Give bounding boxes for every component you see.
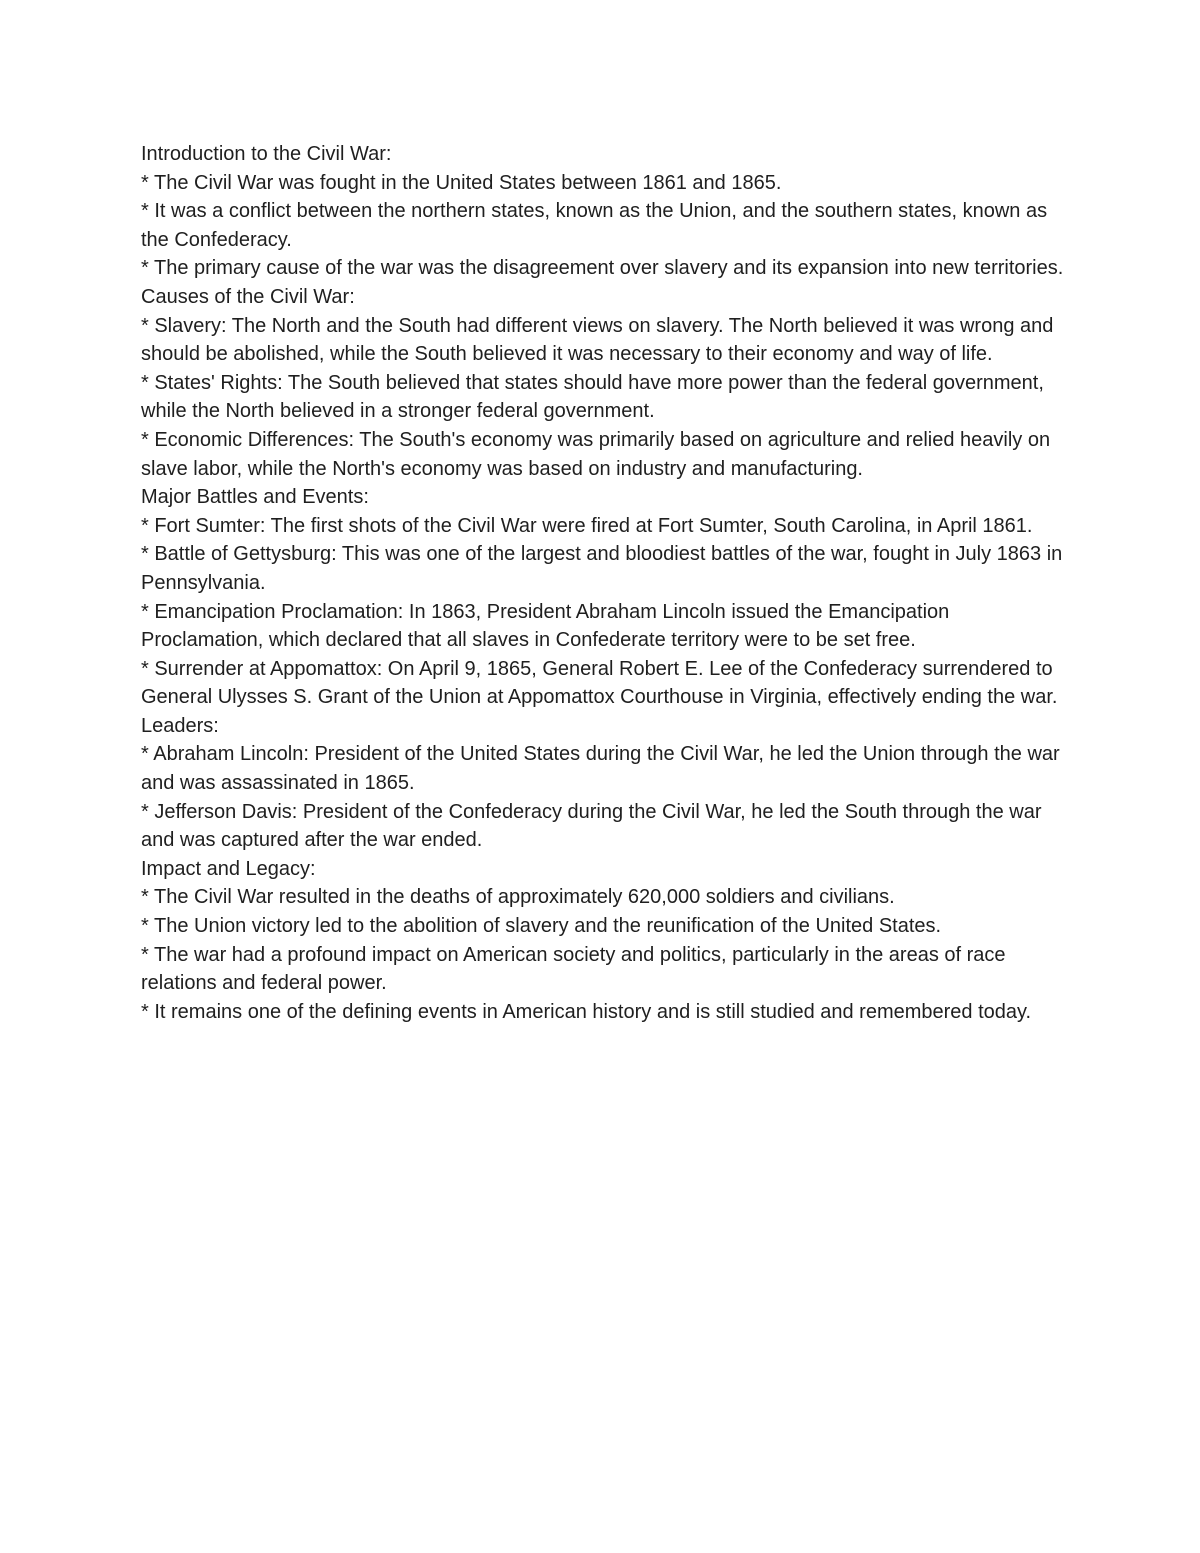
list-item: * Jefferson Davis: President of the Confederacy during the Civil War, he led the South through the war and was captured after the war ended. bbox=[141, 800, 1042, 852]
list-item: * The Union victory led to the abolition of slavery and the reunification of the United States. bbox=[141, 915, 942, 938]
list-item: * The primary cause of the war was the disagreement over slavery and its expansion into new territories. bbox=[141, 257, 1064, 280]
list-item: * It was a conflict between the northern states, known as the Union, and the southern states, known as the Confederacy. bbox=[141, 200, 1048, 251]
list-item: * Fort Sumter: The first shots of the Civil War were fired at Fort Sumter, South Carolina, in April 1861. bbox=[141, 514, 1033, 537]
list-item: * Battle of Gettysburg: This was one of the largest and bloodiest battles of the war, fought in July 1863 in Pennsylvania. bbox=[141, 543, 1063, 594]
section-heading-impact-legacy: Impact and Legacy: bbox=[141, 857, 316, 880]
section-heading-introduction: Introduction to the Civil War: bbox=[141, 143, 392, 165]
section-heading-causes: Causes of the Civil War: bbox=[141, 285, 355, 308]
list-item: * Emancipation Proclamation: In 1863, President Abraham Lincoln issued the Emancipation Proclamation, which declared that all slaves in Confederate territory were to be set free. bbox=[141, 600, 950, 652]
list-item: * States' Rights: The South believed that states should have more power than the federal government, while the North believed in a stronger federal government. bbox=[141, 371, 1044, 423]
section-heading-battles-events: Major Battles and Events: bbox=[141, 486, 369, 509]
list-item: * Surrender at Appomattox: On April 9, 1865, General Robert E. Lee of the Confederacy surrendered to General Ulysses S. Grant of the Union at Appomattox Courthouse in Virginia, effectively ending the war. bbox=[141, 657, 1058, 709]
list-item: * The war had a profound impact on American society and politics, particularly in the areas of race relations and federal power. bbox=[141, 943, 1006, 995]
list-item: * The Civil War was fought in the United States between 1861 and 1865. bbox=[141, 171, 782, 194]
list-item: * Economic Differences: The South's economy was primarily based on agriculture and relied heavily on slave labor, while the North's economy was based on industry and manufacturing. bbox=[141, 428, 1051, 480]
list-item: * The Civil War resulted in the deaths of approximately 620,000 soldiers and civilians. bbox=[141, 886, 895, 909]
document-body bbox=[141, 140, 1071, 1026]
list-item: * Abraham Lincoln: President of the United States during the Civil War, he led the Union through the war and was assassinated in 1865. bbox=[141, 743, 1060, 795]
list-item: * Slavery: The North and the South had different views on slavery. The North believed it was wrong and should be abolished, while the South believed it was necessary to their economy and way of life. bbox=[141, 314, 1054, 366]
list-item: * It remains one of the defining events in American history and is still studied and remembered today. bbox=[141, 1000, 1032, 1023]
section-heading-leaders: Leaders: bbox=[141, 714, 219, 737]
